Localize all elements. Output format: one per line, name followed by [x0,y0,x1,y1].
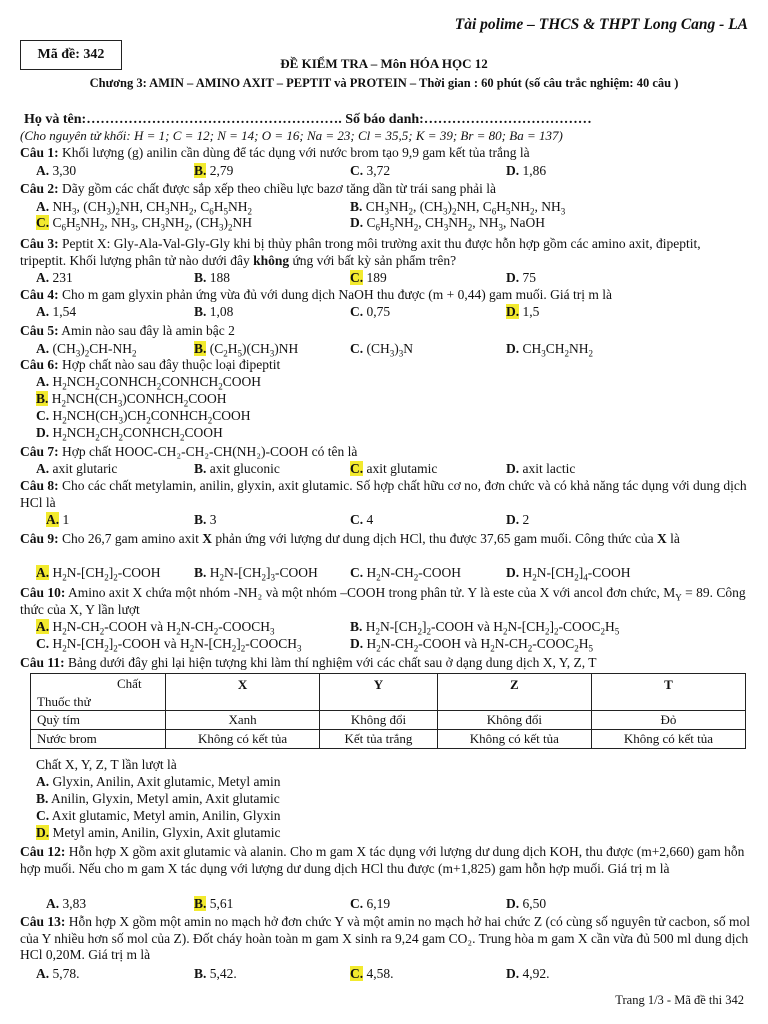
table-corner-cell: Chất Thuốc thử [31,674,166,711]
question-10: Câu 10: Amino axit X chứa một nhóm -NH₂ và một nhóm –COOH trong phân tử. Y là este của X với ancol đơn chức, $M_Y = 89$. Công thức của X, Y lần lượt [20,585,746,617]
option-d: D. 1,86 [506,163,547,178]
exam-title: ĐỀ KIỂM TRA – Môn HÓA HỌC 12 [280,56,488,71]
school-header: Tài polime – THCS & THPT Long Cang - LA [454,16,748,33]
question-7: Câu 7: Hợp chất HOOC-CH₂-CH₂-CH(NH₂)-COOH có tên là [20,444,358,459]
option-b: B. 2,79 [194,163,234,178]
exam-code-box: Mã đề: 342 [20,40,122,70]
exam-subtitle: Chương 3: AMIN – AMINO AXIT – PEPTIT và PROTEIN – Thời gian : 60 phút (số câu trắc nghiệm: 40 câu ) [89,76,679,90]
question-9: Câu 9: Cho 26,7 gam amino axit X phản ứng với lượng dư dung dịch HCl, thu được 37,65 gam muối. Công thức của X là [20,531,680,546]
experiment-table [30,673,746,749]
table-row: Quỳ tím Xanh Không đổi Không đổi Đỏ [31,711,746,730]
page-footer: Trang 1/3 - Mã đề thi 342 [615,993,744,1007]
question-6-option-b: B. $H_2NCH(CH_3)CONHCH_2COOH$ [36,391,227,409]
question-11-prompt: Chất X, Y, Z, T lần lượt là [36,757,177,772]
table-row: Nước brom Không có kết tủa Kết tủa trắng Không có kết tủa Không có kết tủa [31,730,746,749]
table-col-y: Y [320,674,438,711]
question-11: Câu 11: Bảng dưới đây ghi lại hiện tượng khi làm thí nghiệm với các chất sau ở dạng dung dịch X, Y, Z, T [20,655,597,670]
question-4: Câu 4: Cho m gam glyxin phản ứng vừa đủ với dung dịch NaOH thu được (m + 0,44) gam muối. Giá trị m là [20,287,613,302]
question-11-option-a: A. Glyxin, Anilin, Axit glutamic, Metyl amin [36,774,281,789]
question-6-option-a: A. $H_2NCH_2CONHCH_2CONHCH_2COOH$ [36,374,262,392]
question-11-option-d: D. Metyl amin, Anilin, Glyxin, Axit glutamic [36,825,281,840]
exam-page: Tài polime – THCS & THPT Long Cang - LA Mã đề: 342 ĐỀ KIỂM TRA – Môn HÓA HỌC 12 Chương 3: AMIN – AMINO AXIT – PEPTIT và PROTEIN – Thời gian : 60 phút (số câu trắc nghiệm: 40 câu ) Họ và tên:………………………………………………. Số báo danh:……………………………… (Cho nguyên tử khối: H = 1; C = 12; N = 14; O = 16; Na = 23; Cl = 35,5; K = 39; Br = 80; Ba = 137) Câu 1: Khối lượng (g) anilin cần dùng để tác dụng với nước brom tạo 9,9 gam kết tủa trắng là A. 3,30 B. 2,79 C. 3,72 D. 1,86 Câu 2: Dãy gồm các chất được sắp xếp theo chiều lực bazơ tăng dần từ trái sang phải là A. $NH_3$, $(CH_3)_2NH$, $CH_3NH_2$, $C_6H_5NH_2$ B. $CH_3NH_2$, $(CH_3)_2NH$, $C_6H_5NH_2$, $NH_3$ C. $C_6H_5NH_2$, $NH_3$, $CH_3NH_2$, $(CH_3)_2NH$ D. $C_6H_5NH_2$, $CH_3NH_2$, $NH_3$, NaOH Câu 3: Peptit X: Gly-Ala-Val-Gly-Gly khi bị thủy phân trong môi trường axit thu được hỗn hợp gồm các amino axit, đipeptit, tripeptit. Khối lượng phân tử nào dưới đây không ứng với bất kỳ sản phẩm trên? A. 231 B. 188 C. 189 D. 75 Câu 4: Cho m gam glyxin phản ứng vừa đủ với dung dịch NaOH thu được (m + 0,44) gam muối. Giá trị m là A. 1,54 B. 1,08 C. 0,75 D. 1,5 Câu 5: Amin nào sau đây là amin bậc 2 A. $(CH_3)_2CH-NH_2$ B. $(C_2H_5)(CH_3)NH$ C. $(CH_3)_3N$ D. $CH_3CH_2NH_2$ Câu 6: Hợp chất nào sau đây thuộc loại đipeptit A. $H_2NCH_2CONHCH_2CONHCH_2COOH$ B. $H_2NCH(CH_3)CONHCH_2COOH$ C. $H_2NCH(CH_3)CH_2CONHCH_2COOH$ D. $H_2NCH_2CH_2CONHCH_2COOH$ Câu 7: Hợp chất HOOC-CH₂-CH₂-CH(NH₂)-COOH có tên là A. axit glutaric B. axit gluconic C. axit glutamic D. axit lactic Câu 8: Cho các chất metylamin, anilin, glyxin, axit glutamic. Số hợp chất hữu cơ no, đơn chức và có khả năng tác dụng với dung dịch HCl là A. 1 B. 3 C. 4 D. 2 Câu 9: Cho 26,7 gam amino axit X phản ứng với lượng dư dung dịch HCl, thu được 37,65 gam muối. Công thức của X là A. $H_2N-[CH_2]_2$-COOH B. $H_2N-[CH_2]_3$-COOH C. $H_2N-CH_2$-COOH D. $H_2N-[CH_2]_4$-COOH Câu 10: Amino axit X chứa một nhóm -NH₂ và một nhóm –COOH trong phân tử. Y là este của X với ancol đơn chức, $M_Y = 89$. Công thức của X, Y lần lượt A. $H_2N-CH_2$-COOH và $H_2N-CH_2-COOCH_3$ B. $H_2N-[CH_2]_2$-COOH và $H_2N-[CH_2]_2-COOC_2H_5$ C. $H_2N-[CH_2]_2$-COOH và $H_2N-[CH_2]_2-COOCH_3$ D. $H_2N-CH_2$-COOH và $H_2N-CH_2-COOC_2H_5$ Câu 11: Bảng dưới đây ghi lại hiện tượng khi làm thí nghiệm với các chất sau ở dạng dung dịch X, Y, Z, T Chất Thuốc thử X Y Z T Quỳ tím Xanh Không đổi Không đổi Đỏ Nước brom Không có kết tủa Kết tủa trắng Không có kết tủa Không có kết tủa Chất X, Y, Z, T lần lượt là A. Glyxin, Anilin, Axit glutamic, Metyl amin B. Anilin, Glyxin, Metyl amin, Axit glutamic C. Axit glutamic, Metyl amin, Anilin, Glyxin D. Metyl amin, Anilin, Glyxin, Axit glutamic Câu 12: Hỗn hợp X gồm axit glutamic và alanin. Cho m gam X tác dụng với lượng dư dung dịch KOH, thu được (m+2,660) gam hỗn hợp muối. Nếu cho m gam X tác dụng với lượng dư dung dịch HCl thu được (m+1,825) gam hỗn hợp muối. Giá trị m là A. 3,83 B. 5,61 C. 6,19 D. 6,50 Câu 13: Hỗn hợp X gồm một amin no mạch hở đơn chức Y và một amin no mạch hở hai chức Z (có cùng số nguyên tử cacbon, số mol của Y nhiều hơn số mol của Z). Đốt cháy hoàn toàn m gam X sinh ra 9,24 gam CO₂. Trung hòa m gam X cần vừa đủ 500 ml dung dịch HCl 0,20M. Giá trị m là A. 5,78. B. 5,42. C. 4,58. D. 4,92. Trang 1/3 - Mã đề thi 342 [0,0,768,1024]
question-8: Câu 8: Cho các chất metylamin, anilin, glyxin, axit glutamic. Số hợp chất hữu cơ no, đơn chức và có khả năng tác dụng với dung dịch HCl là [20,478,747,510]
table-col-t: T [591,674,745,711]
question-1: Câu 1: Khối lượng (g) anilin cần dùng để tác dụng với nước brom tạo 9,9 gam kết tủa trắng là [20,145,530,160]
table-col-x: X [166,674,320,711]
question-6-option-c: C. $H_2NCH(CH_3)CH_2CONHCH_2COOH$ [36,408,251,426]
option-a: A. 3,30 [36,163,77,178]
name-line: Họ và tên:………………………………………………. Số báo danh:……………………………… [24,112,592,127]
question-13: Câu 13: Hỗn hợp X gồm một amin no mạch hở đơn chức Y và một amin no mạch hở hai chức Z (có cùng số nguyên tử cacbon, số mol của Y nhiều hơn số mol của Z). Đốt cháy hoàn toàn m gam X sinh ra 9,24 gam CO₂. Trung hòa m gam X cần vừa đủ 500 ml dung dịch HCl 0,20M. Giá trị m là [20,914,751,962]
question-12: Câu 12: Hỗn hợp X gồm axit glutamic và alanin. Cho m gam X tác dụng với lượng dư dung dịch KOH, thu được (m+2,660) gam hỗn hợp muối. Nếu cho m gam X tác dụng với lượng dư dung dịch HCl thu được (m+1,825) gam hỗn hợp muối. Giá trị m là [20,844,745,876]
question-6-option-d: D. $H_2NCH_2CH_2CONHCH_2COOH$ [36,425,223,443]
question-2: Câu 2: Dãy gồm các chất được sắp xếp theo chiều lực bazơ tăng dần từ trái sang phải là [20,181,496,196]
question-11-option-b: B. Anilin, Glyxin, Metyl amin, Axit glutamic [36,791,280,806]
question-11-option-c: C. Axit glutamic, Metyl amin, Anilin, Glyxin [36,808,281,823]
table-col-z: Z [437,674,591,711]
question-5: Câu 5: Amin nào sau đây là amin bậc 2 [20,323,235,338]
atomic-mass-note: (Cho nguyên tử khối: H = 1; C = 12; N = 14; O = 16; Na = 23; Cl = 35,5; K = 39; Br = 80; Ba = 137) [20,128,563,143]
table-header-row [31,674,746,711]
option-c: C. 3,72 [350,163,391,178]
question-3: Câu 3: Peptit X: Gly-Ala-Val-Gly-Gly khi bị thủy phân trong môi trường axit thu được hỗn hợp gồm các amino axit, đipeptit, tripeptit. Khối lượng phân tử nào dưới đây không ứng với bất kỳ sản phẩm trên? [20,236,701,268]
question-6: Câu 6: Hợp chất nào sau đây thuộc loại đipeptit [20,357,281,372]
